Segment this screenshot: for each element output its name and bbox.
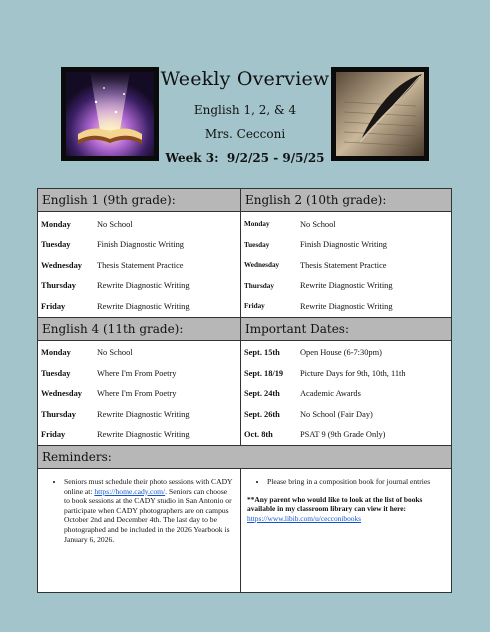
reminders-right: [241, 469, 452, 593]
event-text: No School (Fair Day): [300, 409, 373, 419]
task-text: Thesis Statement Practice: [97, 260, 184, 270]
week-dates: 9/2/25 - 9/5/25: [226, 151, 325, 165]
english1-row: [41, 235, 240, 256]
teacher-name: Mrs. Cecconi: [204, 127, 286, 141]
event-text: PSAT 9 (9th Grade Only): [300, 430, 386, 440]
week-label: Week 3:: [165, 151, 219, 165]
date-label: Sept. 26th: [244, 409, 280, 419]
english2-row: [244, 214, 451, 235]
date-row: [244, 384, 451, 405]
task-text: Rewrite Diagnostic Writing: [97, 281, 190, 291]
task-text: Thesis Statement Practice: [300, 260, 387, 270]
library-notice: **Any parent who would like to look at the list of books available in my classroom library can view it here: https://www.libib.com/u/cecconibooks: [247, 494, 423, 523]
page-title: Weekly Overview: [160, 68, 330, 90]
day-label: Wednesday: [41, 389, 82, 399]
english1-row: [41, 276, 240, 297]
senior-photo-reminder: • Seniors must schedule their photo sessions with CADY online at: https://home.cady.com/. Seniors can choose to book sessions at the CADY studio in San Antonio or participate when CADY photographers are on campus October 2nd and December 4th. The last day to be photographed and be included in the 2026 Yearbook is January 6, 2026.: [64, 477, 234, 544]
english4-header: English 4 (11th grade):: [38, 317, 241, 340]
task-text: Rewrite Diagnostic Writing: [97, 301, 190, 311]
reminders-left: [38, 469, 241, 593]
date-label: Sept. 15th: [244, 348, 280, 358]
task-text: Rewrite Diagnostic Writing: [97, 430, 190, 440]
english4-row: [41, 384, 240, 405]
course-list: English 1, 2, & 4: [193, 103, 297, 117]
day-label: Tuesday: [41, 368, 71, 378]
date-row: [244, 404, 451, 425]
task-text: No School: [97, 219, 133, 229]
day-label: Tuesday: [244, 240, 270, 249]
event-text: Picture Days for 9th, 10th, 11th: [300, 368, 406, 378]
day-label: Tuesday: [41, 240, 71, 250]
english1-row: [41, 214, 240, 235]
reminders-header: Reminders:: [38, 446, 452, 469]
date-label: Sept. 18/19: [244, 368, 284, 378]
english4-row: [41, 343, 240, 364]
date-row: [244, 343, 451, 364]
english2-row: [244, 276, 451, 297]
english1-schedule: [38, 212, 241, 318]
task-text: Finish Diagnostic Writing: [300, 240, 387, 250]
task-text: Rewrite Diagnostic Writing: [300, 281, 393, 291]
day-label: Thursday: [41, 281, 76, 291]
day-label: Wednesday: [41, 260, 82, 270]
task-text: No School: [97, 348, 133, 358]
date-label: Oct. 8th: [244, 430, 273, 440]
task-text: Rewrite Diagnostic Writing: [300, 301, 393, 311]
day-label: Friday: [41, 430, 66, 440]
day-label: Monday: [244, 220, 270, 229]
english1-header: English 1 (9th grade):: [38, 189, 241, 212]
event-text: Open House (6-7:30pm): [300, 348, 382, 358]
english4-row: [41, 425, 240, 446]
english2-schedule: [241, 212, 452, 318]
task-text: Rewrite Diagnostic Writing: [97, 409, 190, 419]
english2-header: English 2 (10th grade):: [241, 189, 452, 212]
day-label: Monday: [41, 219, 71, 229]
composition-book-reminder: • Please bring in a composition book for journal entries: [267, 477, 445, 487]
english2-row: [244, 255, 451, 276]
day-label: Thursday: [41, 409, 76, 419]
english1-row: [41, 296, 240, 317]
day-label: Wednesday: [244, 261, 280, 270]
date-row: [244, 425, 451, 446]
day-label: Thursday: [244, 281, 274, 290]
english4-row: [41, 363, 240, 384]
cady-link[interactable]: https://home.cady.com/: [94, 486, 166, 496]
week-line: [0, 151, 490, 165]
task-text: No School: [300, 219, 336, 229]
english4-schedule: [38, 340, 241, 446]
task-text: Finish Diagnostic Writing: [97, 240, 184, 250]
event-text: Academic Awards: [300, 389, 361, 399]
task-text: Where I'm From Poetry: [97, 389, 177, 399]
english2-row: [244, 235, 451, 256]
schedule-table: [37, 188, 452, 593]
date-row: [244, 363, 451, 384]
day-label: Friday: [244, 302, 265, 311]
important-dates-header: Important Dates:: [241, 317, 452, 340]
day-label: Monday: [41, 348, 71, 358]
libib-link[interactable]: https://www.libib.com/u/cecconibooks: [247, 513, 362, 523]
date-label: Sept. 24th: [244, 389, 280, 399]
task-text: Where I'm From Poetry: [97, 368, 177, 378]
english1-row: [41, 255, 240, 276]
english4-row: [41, 404, 240, 425]
important-dates-list: [241, 340, 452, 446]
english2-row: [244, 296, 451, 317]
day-label: Friday: [41, 301, 66, 311]
